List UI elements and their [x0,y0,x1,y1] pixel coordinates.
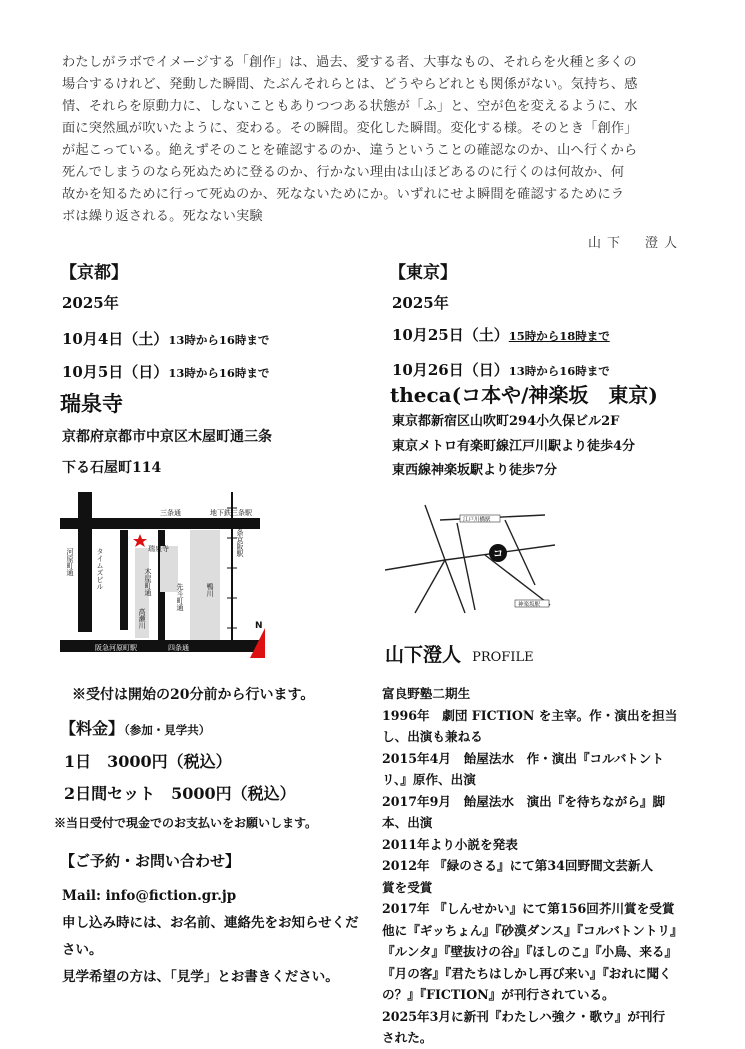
tokyo-address-line: 東京メトロ有楽町線江戸川駅より徒歩4分 [392,438,636,454]
kyoto-map-kiyamachi: 木屋町通 [144,568,152,596]
map-road [78,492,92,632]
kyoto-map [60,488,275,663]
profile-line: 2011年より小説を発表 [382,836,518,852]
map-road [60,640,260,652]
fee-heading-text: 【料金】 [60,719,125,738]
kyoto-year: 2025年 [62,294,119,312]
profile-line: リ、』原作、出演 [382,772,476,787]
profile-line: の？』『FICTION』が刊行されている。 [382,987,615,1002]
profile-line: 2015年4月 飴屋法水 作・演出『コルバトント [382,750,664,766]
north-label: N [255,621,263,631]
theca-logo: コ [493,549,503,560]
profile-line: し、出演も兼ねる [382,729,483,744]
tokyo-year: 2025年 [392,294,449,312]
kyoto-address-line: 京都府京都市中京区木屋町通三条 [62,429,272,445]
intro-line: ボは繰り返される。死なない実験 [62,209,263,224]
tokyo-date-2-time: 13時から16時まで [508,364,610,378]
intro-line: 情、それらを原動力に、しないこともありつつある状態が「ふ」と、空が色を変えるように、水 [62,99,638,114]
tokyo-date-1-day: 10月25日（土） [392,326,509,344]
kyoto-date-1-time: 13時から16時まで [168,333,270,347]
map-river [190,530,220,640]
contact-block [62,883,359,991]
profile-label: PROFILE [472,650,534,665]
contact-line: 見学希望の方は、「見学」とお書きください。 [62,969,339,985]
contact-mail[interactable]: Mail: info@fiction.gr.jp [62,888,237,904]
tokyo-address-line: 東京都新宿区山吹町294小久保ビル2F [392,414,620,429]
kyoto-map-sanjo: 三条通 [160,509,181,517]
profile-body [382,683,702,1049]
kyoto-date-2 [62,361,269,382]
intro-line: わたしがラボでイメージする「創作」は、過去、愛する者、大事なもの、それらを火種と多くの [62,55,637,70]
kyoto-date-2-time: 13時から16時まで [168,366,270,380]
tokyo-date-2-day: 10月26日（日） [392,361,509,379]
tokyo-map-edogawabashi: 江戸川橋駅 [463,517,491,523]
kyoto-map-zuisenji: 瑞泉寺 [148,545,169,553]
intro-line: 死んでしまうのなら死ぬために登るのか、行かない理由は山ほどあるのに行くのは何故か、何 [62,165,625,180]
kyoto-map-keihan: 三条京阪駅 [236,522,244,557]
profile-line: 賞を受賞 [382,879,433,895]
fee-two-day: 2日間セット 5000円（税込） [64,784,296,803]
kyoto-map-kawaramachi: 河原町通 [66,548,74,576]
intro-paragraph [62,52,692,228]
profile-line: 2025年3月に新刊『わたしハ強ク・歌ウ』が刊行 [382,1008,666,1024]
profile-line: 2017年 『しんせかい』にて第156回芥川賞を受賞 [382,901,675,916]
fee-heading [60,716,210,739]
profile-line: 2012年 『緑のさる』にて第34回野間文芸新人 [382,858,654,873]
profile-header [385,640,534,667]
tokyo-address [392,410,635,484]
tokyo-venue: theca(コ本や/神楽坂 東京) [390,383,658,407]
kyoto-map-shijo: 四条通 [168,644,189,652]
fee-payment-note: ※当日受付で現金でのお支払いをお願いします。 [54,816,318,830]
kyoto-heading: 【京都】 [60,263,128,283]
kyoto-address [62,422,272,484]
tokyo-date-2 [392,359,610,380]
tokyo-heading: 【東京】 [389,263,457,283]
contact-line: さい。 [62,942,103,958]
kyoto-map-pontocho: 先斗町通 [176,583,184,611]
contact-line: 申し込み時には、お名前、連絡先をお知らせくだ [62,915,359,931]
kyoto-map-station: 地下鉄三条駅 [210,509,252,517]
profile-line: 本、出演 [382,815,433,830]
kyoto-map-hankyu: 阪急河原町駅 [95,644,137,652]
reception-note: ※受付は開始の20分前から行います。 [72,687,315,703]
fee-heading-note: （参加・見学共） [124,723,211,737]
profile-name: 山下澄人 [385,644,462,666]
profile-line: 他に『ギッちょん』『砂漠ダンス』『コルバトントリ』 [382,922,683,938]
profile-line: 富良野塾二期生 [382,686,471,701]
kyoto-venue: 瑞泉寺 [60,391,123,416]
map-road [60,518,260,529]
fee-one-day: 1日 3000円（税込） [64,752,232,771]
intro-line: 面に突然風が吹いたように、変わる。その瞬間。変化した瞬間。変化する様。そのとき「創作」 [62,121,638,136]
contact-heading: 【ご予約・お問い合わせ】 [60,852,241,870]
kyoto-date-1 [62,328,269,349]
intro-signature: 山下 澄人 [587,236,683,251]
kyoto-date-2-day: 10月5日（日） [62,363,169,381]
map-road [120,530,128,630]
profile-line: 1996年 劇団 FICTION を主宰。作・演出を担当 [382,707,678,723]
profile-line: 『ルンタ』『壁抜けの谷』『ほしのこ』『小鳥、来る』 [382,944,678,959]
intro-line: 場合するけれど、発動した瞬間、たぶんそれらとは、どうやらどれとも関係がない。気持ち、感 [62,77,638,92]
kyoto-date-1-day: 10月4日（土） [62,330,169,348]
profile-line: 『月の客』『君たちはしかし再び来い』『おれに聞く [382,965,672,981]
kyoto-map-kamogawa: 鴨川 [206,583,214,597]
kyoto-address-line: 下る石屋町114 [62,460,162,476]
kyoto-map-takasegawa: 高瀬川 [138,608,146,629]
intro-line: 故かを知るために行って死ぬのか、死なないためにか。いずれにせよ瞬間を確認するためにラ [62,187,625,202]
tokyo-date-1-time: 15時から18時まで [508,329,610,343]
profile-line: された。 [382,1030,433,1045]
tokyo-date-1 [392,324,610,345]
kyoto-map-timesbld: タイムズビル [96,548,104,590]
intro-line: が起こっている。絶えずそのことを確認するのか、違うということの確認なのか、山へ行くから [62,143,638,158]
tokyo-map [385,495,555,615]
profile-line: 2017年9月 飴屋法水 演出『を待ちながら』脚 [382,793,666,809]
tokyo-map-kagurazaka: 神楽坂駅 [518,602,541,608]
tokyo-address-line: 東西線神楽坂駅より徒歩7分 [392,463,558,478]
